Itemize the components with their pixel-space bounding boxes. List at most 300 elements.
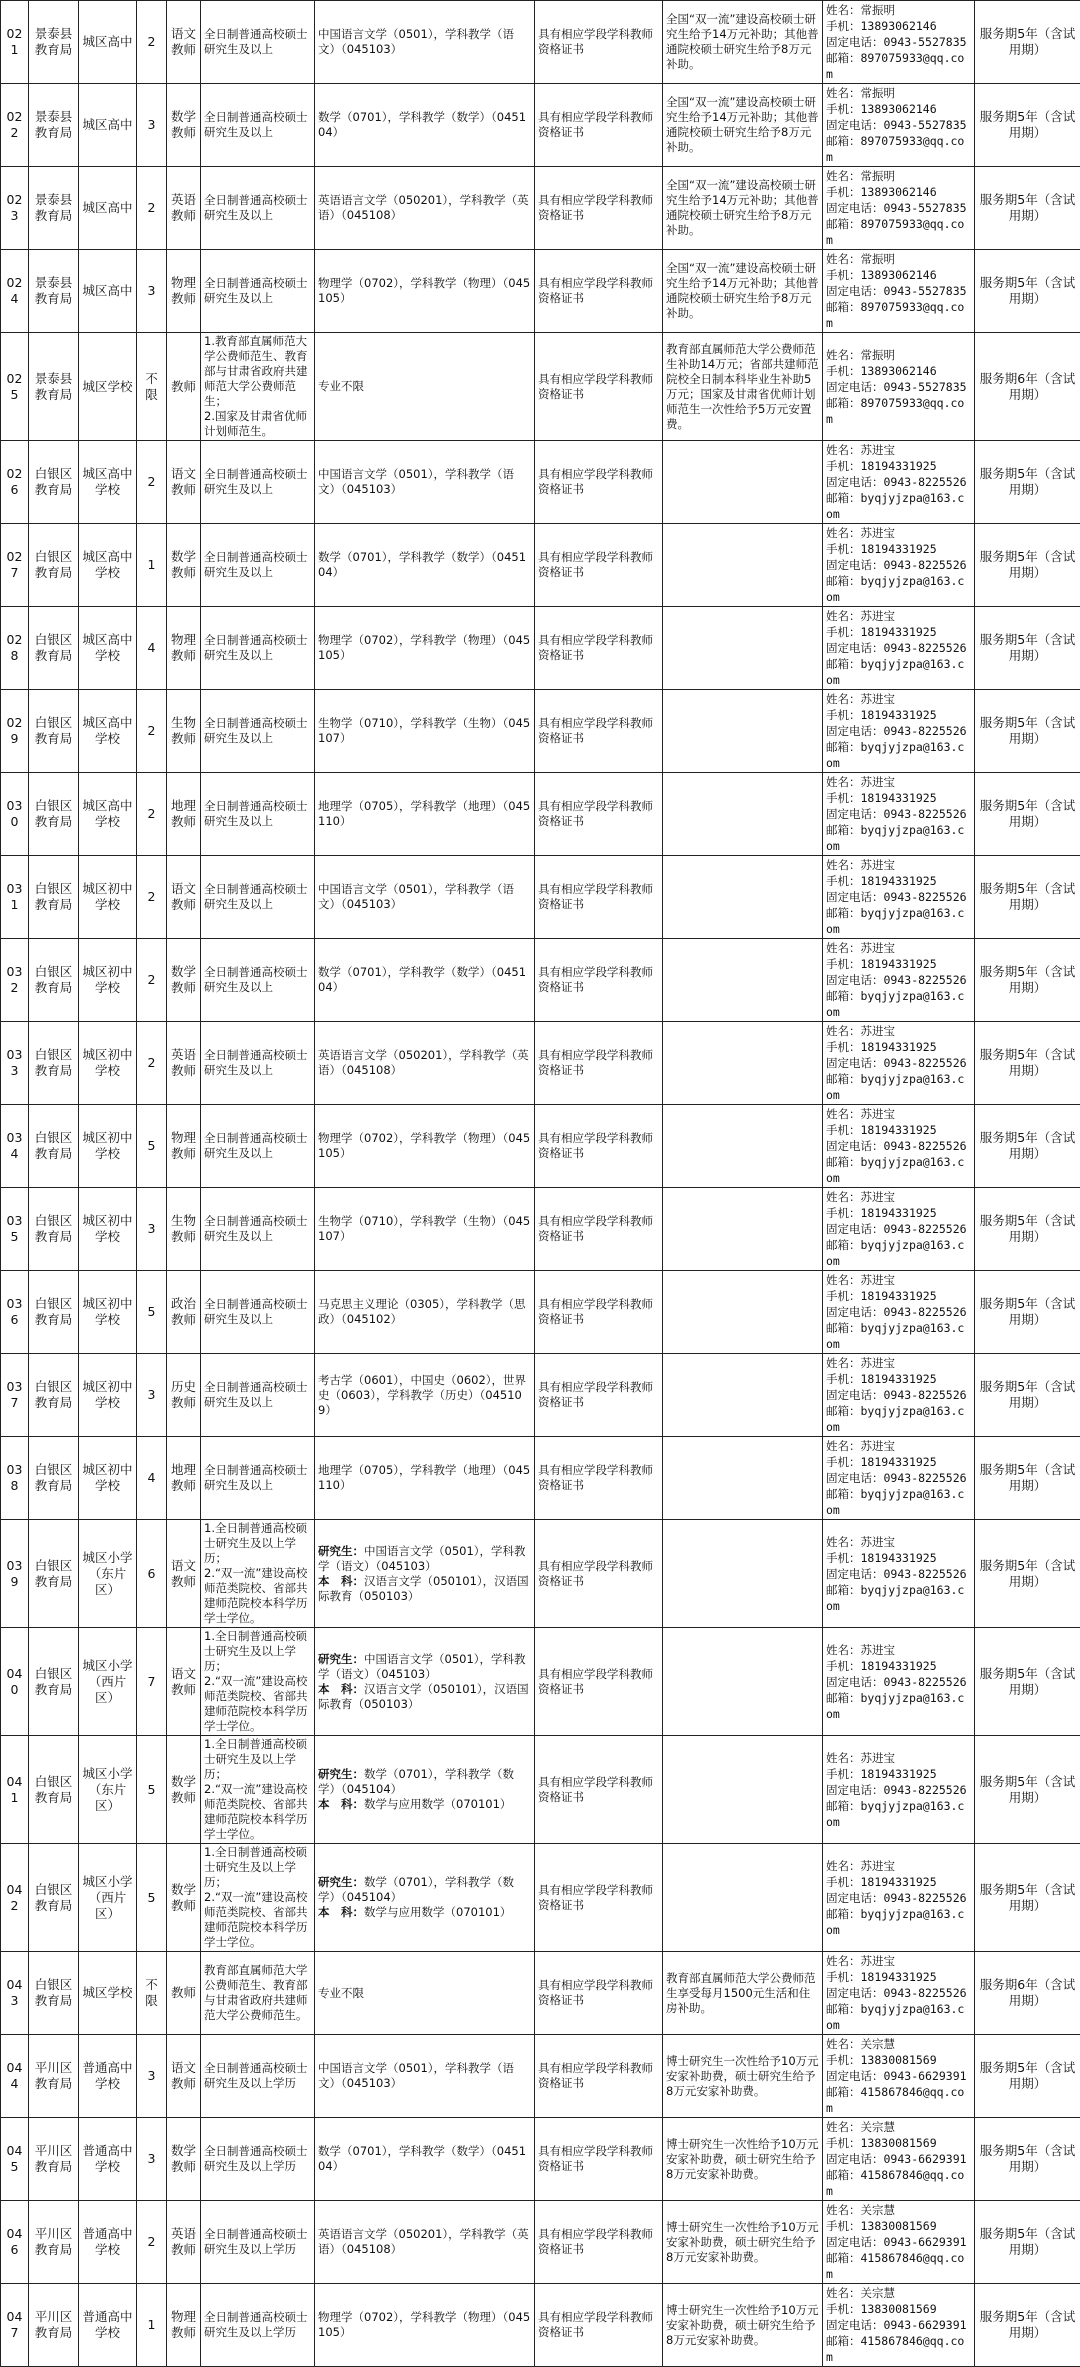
major-undergraduate-text: 汉语言文学（050101），汉语国际教育（050103）	[318, 1682, 529, 1711]
cell-school-text: 城区初中学校	[82, 1213, 132, 1244]
cell-school-text: 城区高中	[82, 34, 132, 49]
cell-position-text: 数学教师	[171, 964, 196, 995]
cell-contact-text: 姓名：苏进宝 手机：18194331925 固定电话：0943-8225526 邮箱：byqjyjzpa@163.com	[826, 526, 967, 604]
cell-school	[79, 1354, 137, 1437]
cell-count	[137, 2284, 167, 2367]
major-undergraduate-text: 汉语言文学（050101），汉语国际教育（050103）	[318, 1574, 529, 1603]
cell-school	[79, 1844, 137, 1952]
cell-service-term	[975, 1520, 1080, 1628]
cell-contact	[823, 856, 975, 939]
cell-treatment	[663, 939, 823, 1022]
cell-major	[315, 856, 535, 939]
cell-major	[315, 167, 535, 250]
cell-school-text: 城区高中	[82, 200, 132, 215]
cell-position-text: 英语教师	[171, 1047, 196, 1078]
cell-position	[167, 1844, 201, 1952]
cell-major-text: 生物学（0710），学科教学（生物）（045107）	[318, 716, 530, 745]
cell-major	[315, 2118, 535, 2201]
cell-service-term	[975, 2201, 1080, 2284]
cell-number-text: 029	[7, 715, 23, 746]
cell-contact	[823, 607, 975, 690]
cell-department-text: 平川区教育局	[35, 2143, 73, 2174]
cell-number	[1, 1105, 29, 1188]
cell-school-text: 城区高中学校	[82, 632, 132, 663]
cell-number	[1, 2118, 29, 2201]
cell-contact	[823, 773, 975, 856]
cell-count	[137, 1952, 167, 2035]
cell-certificate	[535, 1105, 663, 1188]
cell-department	[29, 2118, 79, 2201]
cell-education-text: 全日制普通高校硕士研究生及以上	[204, 799, 308, 828]
cell-education	[201, 1628, 315, 1736]
cell-position-text: 生物教师	[171, 715, 196, 746]
cell-count	[137, 524, 167, 607]
cell-contact-text: 姓名：关宗慧 手机：13830081569 固定电话：0943-6629391 邮箱：415867846@qq.com	[826, 2203, 967, 2281]
cell-count-text: 5	[148, 1138, 156, 1153]
table-row	[1, 2284, 1080, 2367]
cell-school-text: 城区初中学校	[82, 1379, 132, 1410]
table-row	[1, 1, 1080, 84]
cell-school-text: 城区高中学校	[82, 466, 132, 497]
cell-certificate-text: 具有相应学段学科教师资格证书	[538, 1297, 653, 1326]
cell-treatment-text: 教育部直属师范大学公费师范生享受每月1500元生活和住房补助。	[666, 1971, 816, 2015]
cell-service-term	[975, 690, 1080, 773]
cell-position-text: 数学教师	[171, 109, 196, 140]
cell-certificate	[535, 84, 663, 167]
cell-service-term	[975, 1271, 1080, 1354]
cell-certificate-text: 具有相应学段学科教师资格证书	[538, 372, 653, 401]
cell-contact	[823, 1628, 975, 1736]
cell-service-term	[975, 1022, 1080, 1105]
cell-position	[167, 1, 201, 84]
cell-education-text: 1.全日制普通高校硕士研究生及以上学历； 2.“双一流”建设高校师范类院校、省部共建师范院校本科学历学士学位。	[204, 1845, 308, 1949]
cell-treatment	[663, 2035, 823, 2118]
table-row	[1, 607, 1080, 690]
cell-contact-text: 姓名：苏进宝 手机：18194331925 固定电话：0943-8225526 邮箱：byqjyjzpa@163.com	[826, 1751, 967, 1829]
cell-department-text: 白银区教育局	[35, 1130, 73, 1161]
cell-number	[1, 250, 29, 333]
cell-count	[137, 1188, 167, 1271]
cell-school	[79, 1520, 137, 1628]
cell-position	[167, 2201, 201, 2284]
cell-major-text: 数学（0701），学科教学（数学）（045104）	[318, 550, 526, 579]
cell-count-text: 6	[148, 1566, 156, 1581]
cell-school	[79, 2118, 137, 2201]
cell-number-text: 039	[7, 1558, 23, 1589]
cell-service-term	[975, 1, 1080, 84]
cell-major	[315, 690, 535, 773]
cell-education	[201, 1, 315, 84]
cell-number	[1, 1354, 29, 1437]
cell-contact	[823, 524, 975, 607]
cell-education-text: 全日制普通高校硕士研究生及以上	[204, 1463, 308, 1492]
cell-education	[201, 1952, 315, 2035]
cell-certificate-text: 具有相应学段学科教师资格证书	[538, 716, 653, 745]
cell-certificate-text: 具有相应学段学科教师资格证书	[538, 1131, 653, 1160]
table-row	[1, 1105, 1080, 1188]
cell-count-text: 2	[148, 806, 156, 821]
cell-service-term-text: 服务期5年（含试用期）	[980, 109, 1075, 140]
cell-major-text: 专业不限	[318, 379, 364, 393]
cell-school-text: 城区初中学校	[82, 881, 132, 912]
cell-position	[167, 1952, 201, 2035]
major-graduate-tag: 研究生：	[318, 1544, 364, 1558]
cell-number-text: 031	[7, 881, 23, 912]
cell-department-text: 白银区教育局	[35, 632, 73, 663]
cell-school	[79, 690, 137, 773]
cell-position	[167, 1022, 201, 1105]
cell-school	[79, 939, 137, 1022]
cell-contact	[823, 2201, 975, 2284]
cell-certificate-text: 具有相应学段学科教师资格证书	[538, 965, 653, 994]
cell-contact-text: 姓名：苏进宝 手机：18194331925 固定电话：0943-8225526 邮箱：byqjyjzpa@163.com	[826, 1356, 967, 1434]
cell-service-term	[975, 250, 1080, 333]
cell-department-text: 景泰县教育局	[35, 371, 73, 402]
cell-school	[79, 1022, 137, 1105]
cell-count-text: 5	[148, 1782, 156, 1797]
cell-number	[1, 773, 29, 856]
cell-contact-text: 姓名：常振明 手机：13893062146 固定电话：0943-5527835 邮箱：897075933@qq.com	[826, 3, 967, 81]
table-row	[1, 2201, 1080, 2284]
cell-major	[315, 1952, 535, 2035]
cell-major-text: 中国语言文学（0501），学科教学（语文）（045103）	[318, 467, 514, 496]
cell-position-text: 语文教师	[171, 881, 196, 912]
cell-education	[201, 690, 315, 773]
cell-count	[137, 939, 167, 1022]
cell-count	[137, 84, 167, 167]
cell-count-text: 2	[148, 200, 156, 215]
cell-school-text: 城区小学（西片区）	[82, 1874, 132, 1921]
cell-count	[137, 856, 167, 939]
cell-department	[29, 773, 79, 856]
cell-contact-text: 姓名：关宗慧 手机：13830081569 固定电话：0943-6629391 邮箱：415867846@qq.com	[826, 2037, 967, 2115]
cell-education-text: 全日制普通高校硕士研究生及以上	[204, 27, 308, 56]
cell-count-text: 不限	[145, 1977, 158, 2008]
cell-count	[137, 773, 167, 856]
cell-treatment	[663, 1844, 823, 1952]
cell-major	[315, 939, 535, 1022]
cell-school-text: 城区小学（西片区）	[82, 1658, 132, 1705]
cell-position-text: 物理教师	[171, 1130, 196, 1161]
cell-education-text: 全日制普通高校硕士研究生及以上	[204, 1131, 308, 1160]
cell-department-text: 白银区教育局	[35, 466, 73, 497]
cell-school-text: 城区高中学校	[82, 549, 132, 580]
cell-count-text: 2	[148, 2234, 156, 2249]
table-body	[1, 1, 1080, 2367]
cell-department	[29, 1952, 79, 2035]
cell-education	[201, 1105, 315, 1188]
cell-number-text: 025	[7, 371, 23, 402]
cell-count-text: 2	[148, 474, 156, 489]
cell-treatment	[663, 84, 823, 167]
cell-school-text: 普通高中学校	[82, 2309, 132, 2340]
cell-department	[29, 607, 79, 690]
cell-major-text: 马克思主义理论（0305），学科教学（思政）（045102）	[318, 1297, 526, 1326]
cell-certificate-text: 具有相应学段学科教师资格证书	[538, 27, 653, 56]
cell-major	[315, 773, 535, 856]
major-graduate-tag: 研究生：	[318, 1652, 364, 1666]
cell-department-text: 白银区教育局	[35, 549, 73, 580]
cell-certificate-text: 具有相应学段学科教师资格证书	[538, 1380, 653, 1409]
cell-school	[79, 441, 137, 524]
cell-service-term	[975, 607, 1080, 690]
cell-position-text: 数学教师	[171, 1774, 196, 1805]
cell-major	[315, 524, 535, 607]
cell-number	[1, 167, 29, 250]
cell-department-text: 景泰县教育局	[35, 275, 73, 306]
cell-major	[315, 2035, 535, 2118]
cell-certificate-text: 具有相应学段学科教师资格证书	[538, 2061, 653, 2090]
cell-treatment	[663, 1271, 823, 1354]
cell-number	[1, 1844, 29, 1952]
cell-treatment	[663, 2118, 823, 2201]
cell-school-text: 城区高中	[82, 283, 132, 298]
cell-department-text: 景泰县教育局	[35, 192, 73, 223]
cell-certificate-text: 具有相应学段学科教师资格证书	[538, 550, 653, 579]
table-row	[1, 441, 1080, 524]
cell-department-text: 白银区教育局	[35, 1379, 73, 1410]
cell-department	[29, 1188, 79, 1271]
table-row	[1, 2035, 1080, 2118]
cell-school	[79, 250, 137, 333]
cell-service-term-text: 服务期5年（含试用期）	[980, 1558, 1075, 1589]
cell-education	[201, 1520, 315, 1628]
cell-certificate	[535, 1844, 663, 1952]
cell-treatment-text: 博士研究生一次性给予10万元安家补助费，硕士研究生给予8万元安家补助费。	[666, 2054, 819, 2098]
cell-school	[79, 84, 137, 167]
cell-count-text: 5	[148, 1890, 156, 1905]
cell-position-text: 地理教师	[171, 798, 196, 829]
cell-treatment	[663, 524, 823, 607]
cell-service-term-text: 服务期5年（含试用期）	[980, 1296, 1075, 1327]
cell-number	[1, 333, 29, 441]
cell-certificate	[535, 250, 663, 333]
cell-number	[1, 607, 29, 690]
cell-major	[315, 333, 535, 441]
cell-contact	[823, 1844, 975, 1952]
cell-education-text: 全日制普通高校硕士研究生及以上学历	[204, 2144, 308, 2173]
cell-education-text: 全日制普通高校硕士研究生及以上	[204, 1297, 308, 1326]
cell-department-text: 白银区教育局	[35, 1666, 73, 1697]
cell-position-text: 语文教师	[171, 2060, 196, 2091]
cell-number-text: 036	[7, 1296, 23, 1327]
cell-number-text: 040	[7, 1666, 23, 1697]
cell-major	[315, 1437, 535, 1520]
cell-count-text: 3	[148, 283, 156, 298]
cell-number-text: 042	[7, 1882, 23, 1913]
cell-treatment-text: 博士研究生一次性给予10万元安家补助费，硕士研究生给予8万元安家补助费。	[666, 2220, 819, 2264]
cell-certificate	[535, 1952, 663, 2035]
cell-department-text: 平川区教育局	[35, 2309, 73, 2340]
cell-contact	[823, 2284, 975, 2367]
cell-service-term	[975, 1736, 1080, 1844]
cell-position-text: 地理教师	[171, 1462, 196, 1493]
cell-service-term	[975, 1105, 1080, 1188]
cell-department-text: 白银区教育局	[35, 798, 73, 829]
cell-certificate	[535, 1188, 663, 1271]
cell-count	[137, 690, 167, 773]
table-row	[1, 1736, 1080, 1844]
cell-number	[1, 441, 29, 524]
cell-major-text: 物理学（0702），学科教学（物理）（045105）	[318, 2310, 530, 2339]
cell-major	[315, 1105, 535, 1188]
cell-number	[1, 1188, 29, 1271]
cell-education	[201, 1354, 315, 1437]
cell-school-text: 普通高中学校	[82, 2060, 132, 2091]
cell-service-term-text: 服务期5年（含试用期）	[980, 798, 1075, 829]
cell-number-text: 035	[7, 1213, 23, 1244]
cell-school	[79, 1437, 137, 1520]
cell-service-term	[975, 1354, 1080, 1437]
cell-major-text: 生物学（0710），学科教学（生物）（045107）	[318, 1214, 530, 1243]
table-row	[1, 1354, 1080, 1437]
cell-certificate-text: 具有相应学段学科教师资格证书	[538, 2227, 653, 2256]
cell-education	[201, 2284, 315, 2367]
cell-treatment	[663, 250, 823, 333]
major-graduate-text: 中国语言文学（0501），学科教学（语文）（045103）	[318, 1652, 526, 1681]
cell-major-text: 数学（0701），学科教学（数学）（045104）	[318, 110, 526, 139]
cell-department-text: 景泰县教育局	[35, 109, 73, 140]
cell-school-text: 城区学校	[82, 1985, 132, 2000]
major-undergraduate-text: 数学与应用数学（070101）	[364, 1797, 511, 1811]
cell-count	[137, 607, 167, 690]
cell-number-text: 043	[7, 1977, 23, 2008]
cell-major	[315, 1736, 535, 1844]
cell-number-text: 038	[7, 1462, 23, 1493]
cell-service-term-text: 服务期5年（含试用期）	[980, 1462, 1075, 1493]
cell-education	[201, 1736, 315, 1844]
cell-school	[79, 524, 137, 607]
cell-department	[29, 1437, 79, 1520]
cell-number	[1, 524, 29, 607]
cell-treatment	[663, 1105, 823, 1188]
cell-position	[167, 1437, 201, 1520]
cell-treatment-text: 全国“双一流”建设高校硕士研究生给予14万元补助；其他普通院校硕士研究生给予8万元补助。	[666, 12, 819, 71]
cell-service-term	[975, 1952, 1080, 2035]
cell-education-text: 全日制普通高校硕士研究生及以上学历	[204, 2310, 308, 2339]
cell-position-text: 物理教师	[171, 2309, 196, 2340]
cell-education-text: 全日制普通高校硕士研究生及以上	[204, 1214, 308, 1243]
cell-department-text: 平川区教育局	[35, 2060, 73, 2091]
cell-service-term	[975, 2035, 1080, 2118]
cell-number-text: 030	[7, 798, 23, 829]
cell-major-text: 英语语言文学（050201），学科教学（英语）（045108）	[318, 2227, 529, 2256]
cell-treatment	[663, 1736, 823, 1844]
cell-service-term-text: 服务期5年（含试用期）	[980, 275, 1075, 306]
cell-school	[79, 1736, 137, 1844]
cell-number	[1, 2201, 29, 2284]
cell-major	[315, 2284, 535, 2367]
cell-contact-text: 姓名：常振明 手机：13893062146 固定电话：0943-5527835 邮箱：897075933@qq.com	[826, 252, 967, 330]
cell-education-text: 1.教育部直属师范大学公费师范生、教育部与甘肃省政府共建师范大学公费师范生； 2.国家及甘肃省优师计划师范生。	[204, 334, 308, 438]
cell-department-text: 白银区教育局	[35, 1882, 73, 1913]
cell-service-term-text: 服务期5年（含试用期）	[980, 632, 1075, 663]
cell-certificate	[535, 1628, 663, 1736]
cell-certificate-text: 具有相应学段学科教师资格证书	[538, 633, 653, 662]
cell-position	[167, 250, 201, 333]
cell-position	[167, 1188, 201, 1271]
cell-school	[79, 2035, 137, 2118]
cell-contact	[823, 1, 975, 84]
cell-position-text: 生物教师	[171, 1213, 196, 1244]
cell-major	[315, 250, 535, 333]
cell-certificate-text: 具有相应学段学科教师资格证书	[538, 1978, 653, 2007]
cell-school	[79, 1, 137, 84]
cell-position	[167, 441, 201, 524]
cell-certificate	[535, 1271, 663, 1354]
cell-education	[201, 1271, 315, 1354]
cell-position-text: 语文教师	[171, 1666, 196, 1697]
cell-treatment-text: 全国“双一流”建设高校硕士研究生给予14万元补助；其他普通院校硕士研究生给予8万元补助。	[666, 95, 819, 154]
cell-education-text: 全日制普通高校硕士研究生及以上	[204, 1048, 308, 1077]
cell-school	[79, 2284, 137, 2367]
cell-position	[167, 1736, 201, 1844]
cell-department	[29, 333, 79, 441]
cell-number	[1, 856, 29, 939]
cell-certificate	[535, 333, 663, 441]
cell-education-text: 全日制普通高校硕士研究生及以上	[204, 550, 308, 579]
table-row	[1, 333, 1080, 441]
cell-major-text: 物理学（0702），学科教学（物理）（045105）	[318, 1131, 530, 1160]
cell-education	[201, 2035, 315, 2118]
cell-number	[1, 1022, 29, 1105]
cell-position	[167, 939, 201, 1022]
cell-service-term	[975, 84, 1080, 167]
cell-major	[315, 1628, 535, 1736]
cell-certificate-text: 具有相应学段学科教师资格证书	[538, 799, 653, 828]
cell-count	[137, 167, 167, 250]
cell-service-term	[975, 2118, 1080, 2201]
cell-count-text: 2	[148, 1055, 156, 1070]
cell-number	[1, 1520, 29, 1628]
cell-service-term	[975, 333, 1080, 441]
cell-contact	[823, 250, 975, 333]
cell-major	[315, 1520, 535, 1628]
cell-contact	[823, 1437, 975, 1520]
cell-education-text: 全日制普通高校硕士研究生及以上	[204, 110, 308, 139]
cell-treatment-text: 全国“双一流”建设高校硕士研究生给予14万元补助；其他普通院校硕士研究生给予8万元补助。	[666, 178, 819, 237]
cell-position-text: 教师	[171, 379, 196, 394]
table-row	[1, 250, 1080, 333]
cell-number-text: 044	[7, 2060, 23, 2091]
cell-treatment	[663, 690, 823, 773]
table-row	[1, 1271, 1080, 1354]
cell-certificate	[535, 441, 663, 524]
cell-contact	[823, 939, 975, 1022]
cell-contact-text: 姓名：苏进宝 手机：18194331925 固定电话：0943-8225526 邮箱：byqjyjzpa@163.com	[826, 1439, 967, 1517]
cell-count-text: 不限	[145, 371, 158, 402]
cell-count	[137, 441, 167, 524]
cell-service-term-text: 服务期5年（含试用期）	[980, 1774, 1075, 1805]
cell-contact	[823, 333, 975, 441]
cell-education-text: 全日制普通高校硕士研究生及以上	[204, 965, 308, 994]
cell-department-text: 白银区教育局	[35, 1296, 73, 1327]
cell-contact	[823, 167, 975, 250]
cell-education	[201, 1437, 315, 1520]
cell-service-term-text: 服务期5年（含试用期）	[980, 1047, 1075, 1078]
cell-certificate-text: 具有相应学段学科教师资格证书	[538, 1463, 653, 1492]
cell-contact	[823, 690, 975, 773]
cell-school-text: 城区小学（东片区）	[82, 1550, 132, 1597]
cell-treatment	[663, 2284, 823, 2367]
cell-position-text: 英语教师	[171, 192, 196, 223]
cell-number-text: 024	[7, 275, 23, 306]
cell-number	[1, 1952, 29, 2035]
table-row	[1, 1437, 1080, 1520]
cell-department-text: 白银区教育局	[35, 1558, 73, 1589]
cell-department	[29, 856, 79, 939]
cell-service-term-text: 服务期5年（含试用期）	[980, 1666, 1075, 1697]
